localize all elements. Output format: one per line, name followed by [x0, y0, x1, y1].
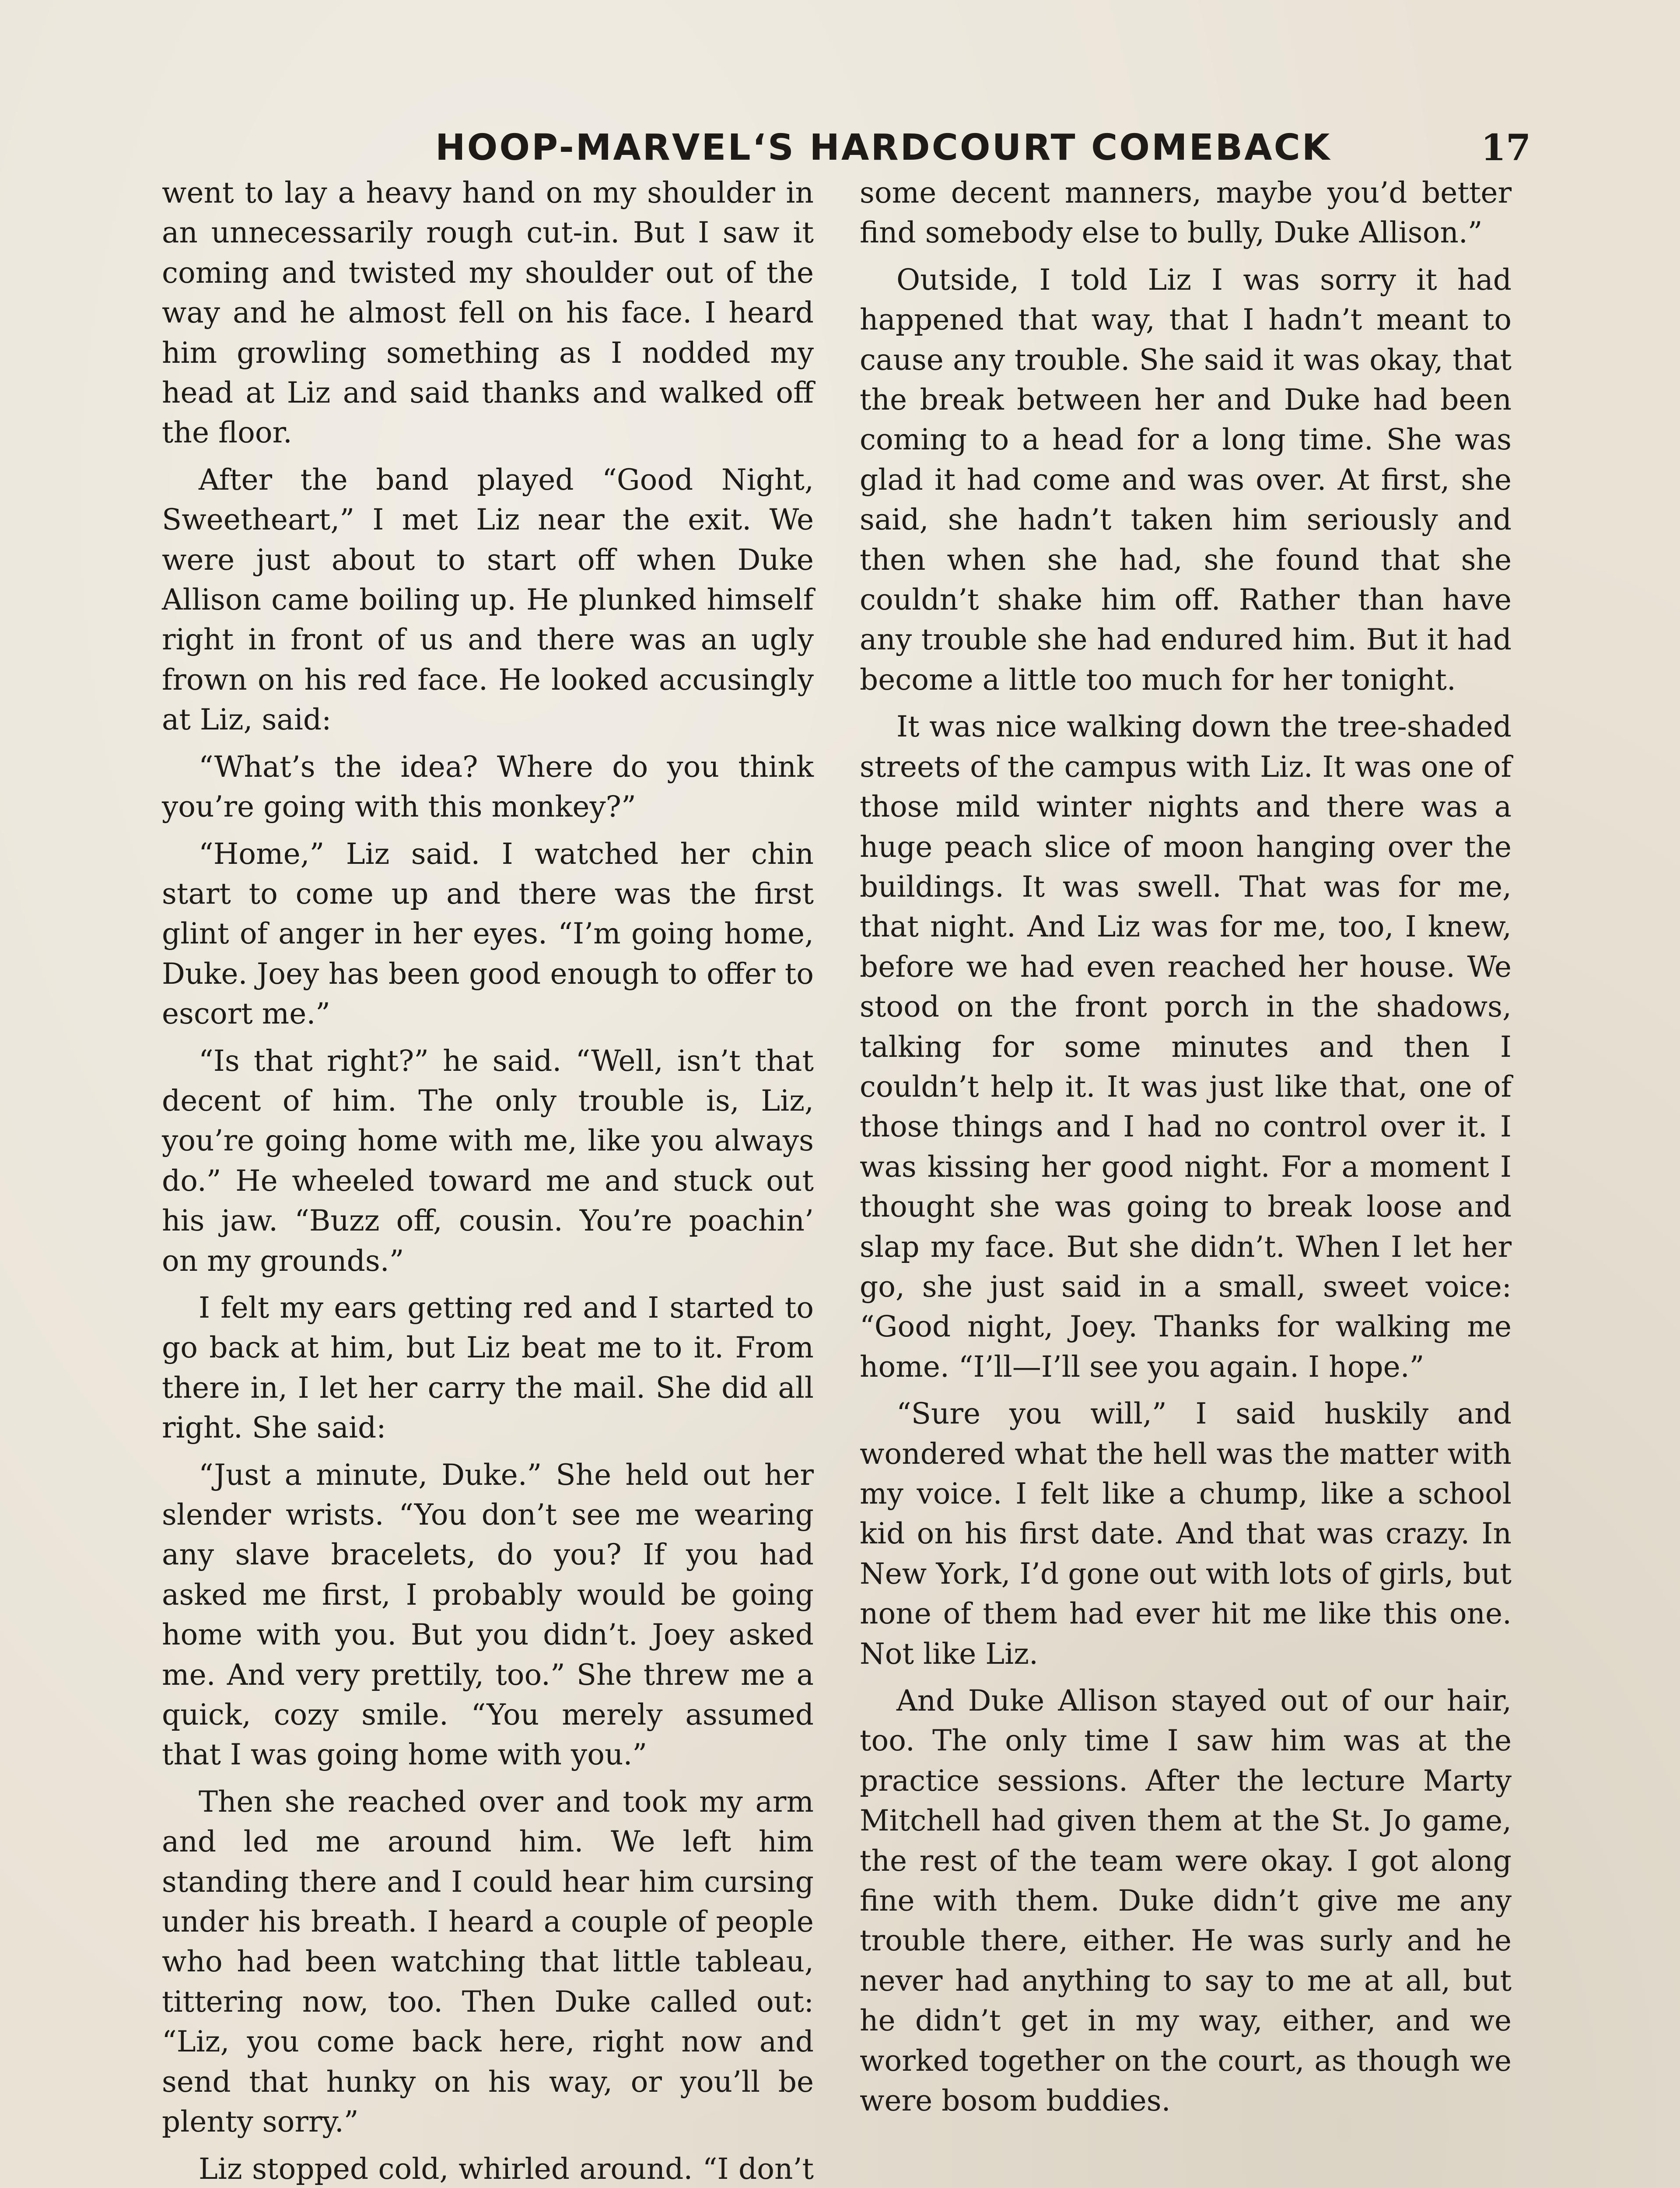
paragraph: “Sure you will,” I said huskily and wondered what the hell was the matter with my voice. I felt like a chump, like a school kid on his first date. And that was crazy. In New York, I’d gone out with lots of girls, but none of them had ever hit me like this one. Not like Liz.	[860, 1397, 1512, 1671]
paragraph: I felt my ears getting red and I started to go back at him, but Liz beat me to it. From there in, I let her carry the mail. She did all right. She said:	[162, 1290, 814, 1445]
paragraph: Liz stopped cold, whirled around. “I don’t	[199, 2152, 814, 2186]
paragraph: “Just a minute, Duke.” She held out her slender wrists. “You don’t see me wearing any slave bracelets, do you? If you had asked me first, I probably would be going home with you. But you didn’t. Joey asked me. And very prettily, too.” She threw me a quick, cozy smile. “You merely assumed that I was going home with you.”	[162, 1458, 814, 1772]
paragraph: went to lay a heavy hand on my shoulder in an unnecessarily rough cut-in. But I saw it coming and twisted my shoulder out of the way and he almost fell on his face. I heard him growling something as I nodded my head at Liz and said thanks and walked off the floor.	[162, 176, 814, 450]
right-column	[860, 173, 1512, 2128]
page-number: 17	[1481, 127, 1531, 169]
paragraph: Outside, I told Liz I was sorry it had happened that way, that I hadn’t meant to cause any trouble. She said it was okay, that the break between her and Duke had been coming to a head for a long time. She was glad it had come and was over. At first, she said, she hadn’t taken him seriously and then when she had, she found that she couldn’t shake him off. Rather than have any trouble she had endured him. But it had become a little too much for her tonight.	[860, 263, 1512, 697]
paragraph: “What’s the idea? Where do you think you’re going with this monkey?”	[162, 750, 814, 824]
paragraph: some decent manners, maybe you’d better find somebody else to bully, Duke Allison.”	[860, 176, 1512, 250]
paragraph: And Duke Allison stayed out of our hair, too. The only time I saw him was at the practice sessions. After the lecture Marty Mitchell had given them at the St. Jo game, the rest of the team were okay. I got along fine with them. Duke didn’t give me any trouble there, either. He was surly and he never had anything to say to me at all, but he didn’t get in my way, either, and we worked together on the court, as though we were bosom buddies.	[860, 1684, 1512, 2118]
paragraph: It was nice walking down the tree-shaded streets of the campus with Liz. It was one of those mild winter nights and there was a huge peach slice of moon hanging over the buildings. It was swell. That was for me, that night. And Liz was for me, too, I knew, before we had even reached her house. We stood on the front porch in the shadows, talking for some minutes and then I couldn’t help it. It was just like that, one of those things and I had no control over it. I was kissing her good night. For a moment I thought she was going to break loose and slap my face. But she didn’t. When I let her go, she just said in a small, sweet voice: “Good night, Joey. Thanks for walking me home. “I’ll—I’ll see you again. I hope.”	[860, 710, 1512, 1384]
paragraph: After the band played “Good Night, Sweetheart,” I met Liz near the exit. We were just about to start off when Duke Allison came boiling up. He plunked himself right in front of us and there was an ugly frown on his red face. He looked accusingly at Liz, said:	[162, 463, 814, 737]
left-column	[162, 173, 814, 2188]
paragraph: “Is that right?” he said. “Well, isn’t that decent of him. The only trouble is, Liz, you’re going home with me, like you always do.” He wheeled toward me and stuck out his jaw. “Buzz off, cousin. You’re poachin’ on my grounds.”	[162, 1044, 814, 1278]
paragraph: “Home,” Liz said. I watched her chin start to come up and there was the first glint of anger in her eyes. “I’m going home, Duke. Joey has been good enough to offer to escort me.”	[162, 837, 814, 1031]
paragraph: Then she reached over and took my arm and led me around him. We left him standing there and I could hear him cursing under his breath. I heard a couple of people who had been watching that little tableau, tittering now, too. Then Duke called out: “Liz, you come back here, right now and send that hunky on his way, or you’ll be plenty sorry.”	[162, 1785, 814, 2139]
running-head-title: HOOP-MARVEL‘S HARDCOURT COMEBACK	[435, 127, 1332, 168]
